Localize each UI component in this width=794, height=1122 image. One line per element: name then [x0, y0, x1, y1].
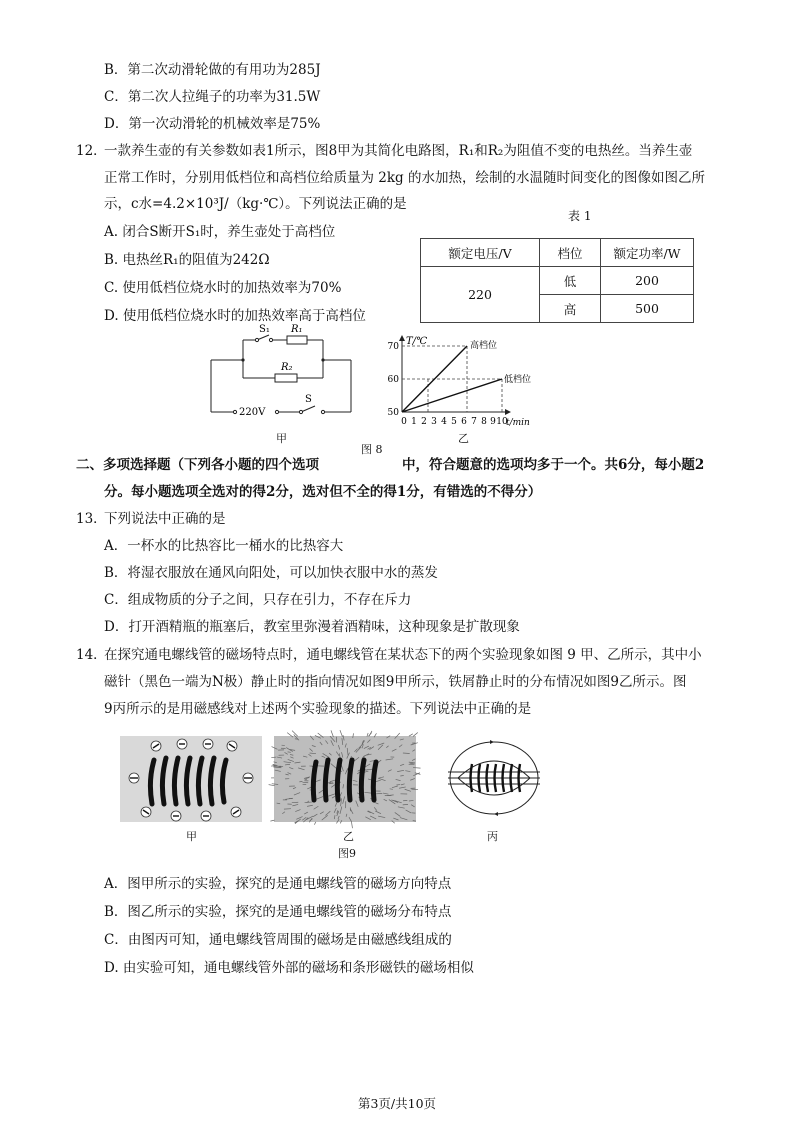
- fig8-temperature-graph: [368, 334, 532, 430]
- table1: [420, 238, 694, 323]
- fig8-ytick-60: 60: [387, 375, 399, 385]
- fig9-jia-compass-image: [120, 736, 262, 822]
- fig8-label-r2: R₂: [281, 362, 293, 373]
- table1-header-voltage: 额定电压/V: [421, 239, 540, 267]
- fig8-xtick-10: 10: [496, 417, 508, 427]
- section2-title-part2: 中，符合题意的选项均多于一个。共6分，每小题2: [402, 457, 705, 473]
- fig8-xtick-3: 3: [431, 417, 437, 427]
- table1-cell-level-high: 高: [540, 295, 601, 323]
- fig8-xtick-7: 7: [471, 417, 477, 427]
- table1-cell-voltage: 220: [421, 267, 540, 323]
- q13-option-c: C．组成物质的分子之间，只存在引力，不存在斥力: [104, 592, 412, 608]
- fig8-xtick-9: 9: [490, 417, 496, 427]
- fig8-xtick-4: 4: [441, 417, 447, 427]
- q12-number: 12．: [76, 143, 107, 159]
- q14-option-a: A．图甲所示的实验，探究的是通电螺线管的磁场方向特点: [104, 876, 452, 892]
- table1-cell-level-low: 低: [540, 267, 601, 295]
- q11-option-d: D．第一次动滑轮的机械效率是75%: [104, 116, 321, 132]
- fig8-label-s: S: [305, 394, 312, 405]
- q14-option-d: D. 由实验可知，通电螺线管外部的磁场和条形磁铁的磁场相似: [104, 960, 474, 976]
- fig9-label-jia: 甲: [186, 830, 197, 843]
- table1-caption: 表 1: [568, 209, 592, 223]
- fig8-caption: 图 8: [361, 443, 383, 456]
- fig8-xtick-2: 2: [421, 417, 427, 427]
- fig8-ytick-70: 70: [387, 342, 399, 352]
- q14-number: 14．: [76, 647, 107, 663]
- fig8-xtick-5: 5: [451, 417, 457, 427]
- table1-cell-power-low: 200: [601, 267, 694, 295]
- q13-number: 13．: [76, 511, 107, 527]
- fig9-label-bing: 丙: [487, 830, 498, 843]
- fig9-label-yi: 乙: [343, 830, 354, 843]
- fig8-xtick-6: 6: [461, 417, 467, 427]
- fig8-graph-low-label: 低档位: [504, 375, 532, 385]
- fig8-xtick-1: 1: [411, 417, 417, 427]
- fig9-bing-field-lines-diagram: [444, 734, 544, 826]
- q12-option-d: D. 使用低档位烧水时的加热效率高于高档位: [104, 308, 366, 324]
- table1-cell-power-high: 500: [601, 295, 694, 323]
- section2-title-part1: 二、多项选择题（下列各小题的四个选项: [76, 457, 319, 473]
- q12-stem-line3: 示，c水=4.2×10³J/（kg·℃）。下列说法正确的是: [104, 196, 407, 212]
- page-footer: 第3页/共10页: [357, 1096, 437, 1111]
- fig8-graph-xlabel: t/min: [506, 418, 530, 428]
- q14-stem-line3: 9丙所示的是用磁感线对上述两个实验现象的描述。下列说法中正确的是: [104, 701, 532, 717]
- q12-stem-line1: 一款养生壶的有关参数如表1所示，图8甲为其简化电路图，R₁和R₂为阻值不变的电热丝。当养生壶: [104, 143, 693, 159]
- fig8-circuit-diagram: [205, 322, 365, 422]
- fig8-label-yi: 乙: [458, 432, 469, 445]
- q12-option-a: A. 闭合S断开S₁时，养生壶处于高档位: [104, 224, 336, 240]
- q14-stem-line1: 在探究通电螺线管的磁场特点时，通电螺线管在某状态下的两个实验现象如图 9 甲、乙所示，其中小: [104, 647, 702, 663]
- fig8-graph-ylabel: T/℃: [406, 336, 428, 347]
- q13-stem: 下列说法中正确的是: [104, 511, 226, 527]
- fig8-label-s1: S₁: [259, 324, 270, 335]
- q12-option-b: B. 电热丝R₁的阻值为242Ω: [104, 252, 270, 268]
- q12-stem-line2: 正常工作时，分别用低档位和高档位给质量为 2kg 的水加热，绘制的水温随时间变化的图像如图乙所: [104, 170, 705, 186]
- fig9-yi-iron-filings-image: [274, 736, 416, 822]
- section2-title-line2: 分。每小题选项全选对的得2分，选对但不全的得1分，有错选的不得分）: [104, 484, 542, 500]
- q14-option-c: C．由图丙可知，通电螺线管周围的磁场是由磁感线组成的: [104, 932, 452, 948]
- fig8-ytick-50: 50: [387, 408, 399, 418]
- q13-option-a: A．一杯水的比热容比一桶水的比热容大: [104, 538, 344, 554]
- q11-option-c: C．第二次人拉绳子的功率为31.5W: [104, 89, 321, 105]
- fig8-label-voltage: 220V: [239, 407, 266, 418]
- q12-option-c: C. 使用低档位烧水时的加热效率为70%: [104, 280, 342, 296]
- table1-header-level: 档位: [540, 239, 601, 267]
- fig8-xtick-8: 8: [481, 417, 487, 427]
- q13-option-b: B．将湿衣服放在通风向阳处，可以加快衣服中水的蒸发: [104, 565, 438, 581]
- table1-header-power: 额定功率/W: [601, 239, 694, 267]
- q11-option-b: B．第二次动滑轮做的有用功为285J: [104, 62, 321, 78]
- fig8-graph-high-label: 高档位: [470, 341, 498, 351]
- fig9-caption: 图9: [338, 847, 356, 860]
- fig8-label-jia: 甲: [276, 432, 287, 445]
- q14-option-b: B．图乙所示的实验，探究的是通电螺线管的磁场分布特点: [104, 904, 452, 920]
- fig8-label-r1: R₁: [291, 324, 303, 335]
- fig8-xtick-0: 0: [401, 417, 407, 427]
- q14-stem-line2: 磁针（黑色一端为N极）静止时的指向情况如图9甲所示，铁屑静止时的分布情况如图9乙所示。图: [104, 674, 687, 690]
- q13-option-d: D．打开酒精瓶的瓶塞后，教室里弥漫着酒精味，这种现象是扩散现象: [104, 619, 520, 635]
